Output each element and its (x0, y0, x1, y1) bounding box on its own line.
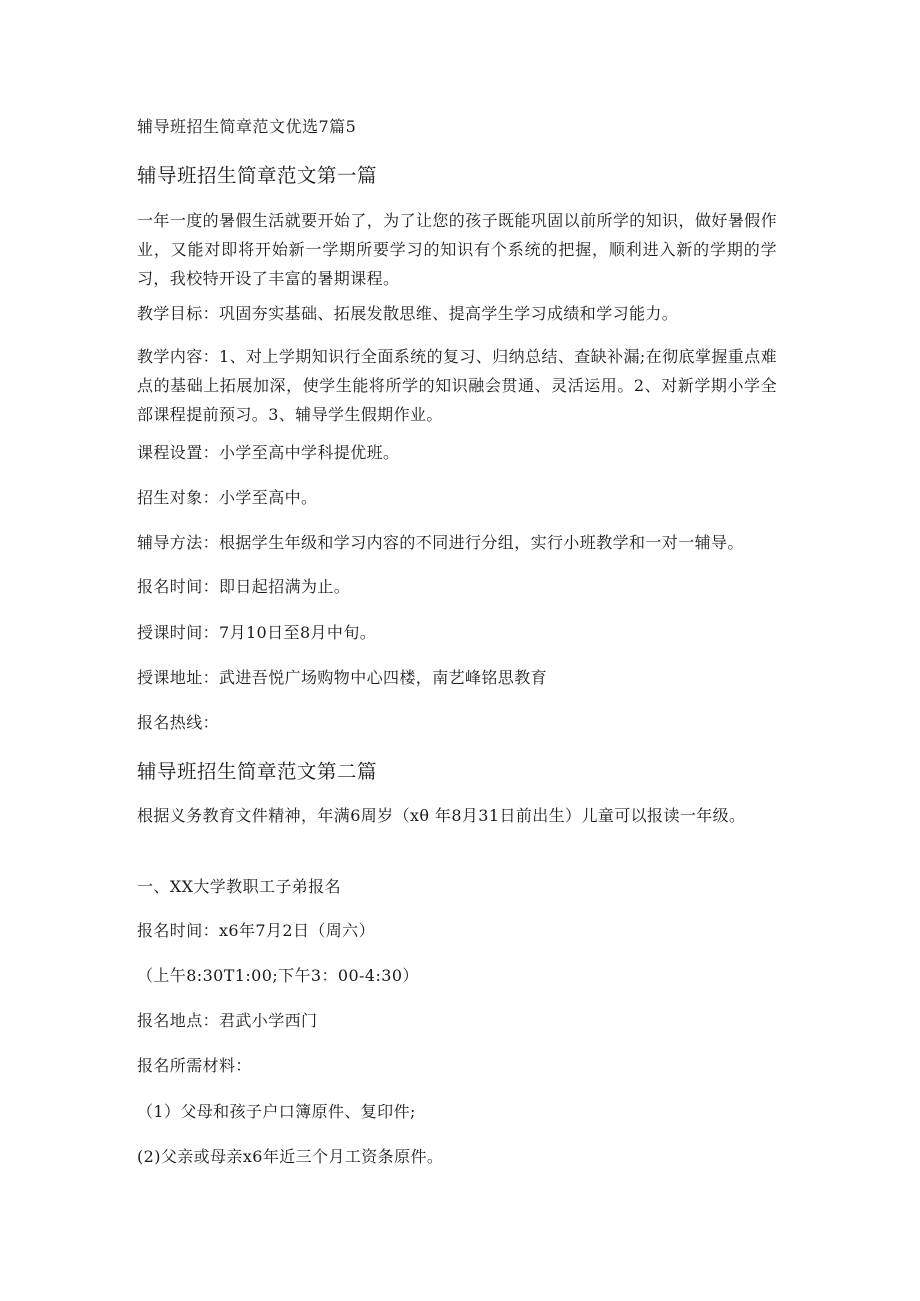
course-setting-line: 课程设置：小学至高中学科提优班。 (137, 443, 400, 462)
section-heading-1: 辅导班招生简章范文第一篇 (137, 164, 378, 187)
materials-heading-line: 报名所需材料： (137, 1056, 252, 1075)
document-title: 辅导班招生简章范文优选7篇5 (137, 117, 357, 136)
enroll-place-line: 报名地点：君武小学西门 (137, 1011, 318, 1030)
teaching-goal-line: 教学目标：巩固夯实基础、拓展发散思维、提高学生学习成绩和学习能力。 (137, 304, 679, 323)
section2-intro-paragraph: 根据义务教育文件精神，年满6周岁（xθ 年8月31日前出生）儿童可以报读一年级。 (137, 806, 746, 825)
enroll-hours-line: （上午8:30T1:00;下午3：00-4:30） (137, 966, 419, 985)
hotline-line: 报名热线： (137, 713, 220, 732)
enroll-date-line: 报名时间：x6年7月2日（周六） (137, 921, 375, 940)
section1-intro-paragraph: 一年一度的暑假生活就要开始了，为了让您的孩子既能巩固以前所学的知识，做好暑假作业，又能对即将开始新一学期所要学习的知识有个系统的把握，顺利进入新的学期的学习，我校特开设了丰富的暑期课程。 (137, 211, 777, 288)
class-time-line: 授课时间：7月10日至8月中旬。 (137, 623, 377, 642)
enroll-time-line: 报名时间：即日起招满为止。 (137, 577, 351, 596)
material-item-2: (2)父亲或母亲x6年近三个月工资条原件。 (137, 1147, 444, 1166)
section-heading-2: 辅导班招生简章范文第二篇 (137, 760, 378, 783)
staff-children-line: 一、XX大学教职工子弟报名 (137, 877, 341, 896)
enroll-target-line: 招生对象：小学至高中。 (137, 488, 318, 507)
class-address-line: 授课地址：武进吾悦广场购物中心四楼，南艺峰铭思教育 (137, 668, 548, 687)
tutoring-method-line: 辅导方法：根据学生年级和学习内容的不同进行分组，实行小班教学和一对一辅导。 (137, 533, 744, 552)
teaching-content-paragraph: 教学内容：1、对上学期知识行全面系统的复习、归纳总结、查缺补漏;在彻底掌握重点难点的基础上拓展加深，使学生能将所学的知识融会贯通、灵活运用。2、对新学期小学全部课程提前预习。3、辅导学生假期作业。 (137, 347, 777, 424)
material-item-1: （1）父母和孩子户口簿原件、复印件; (137, 1102, 416, 1121)
